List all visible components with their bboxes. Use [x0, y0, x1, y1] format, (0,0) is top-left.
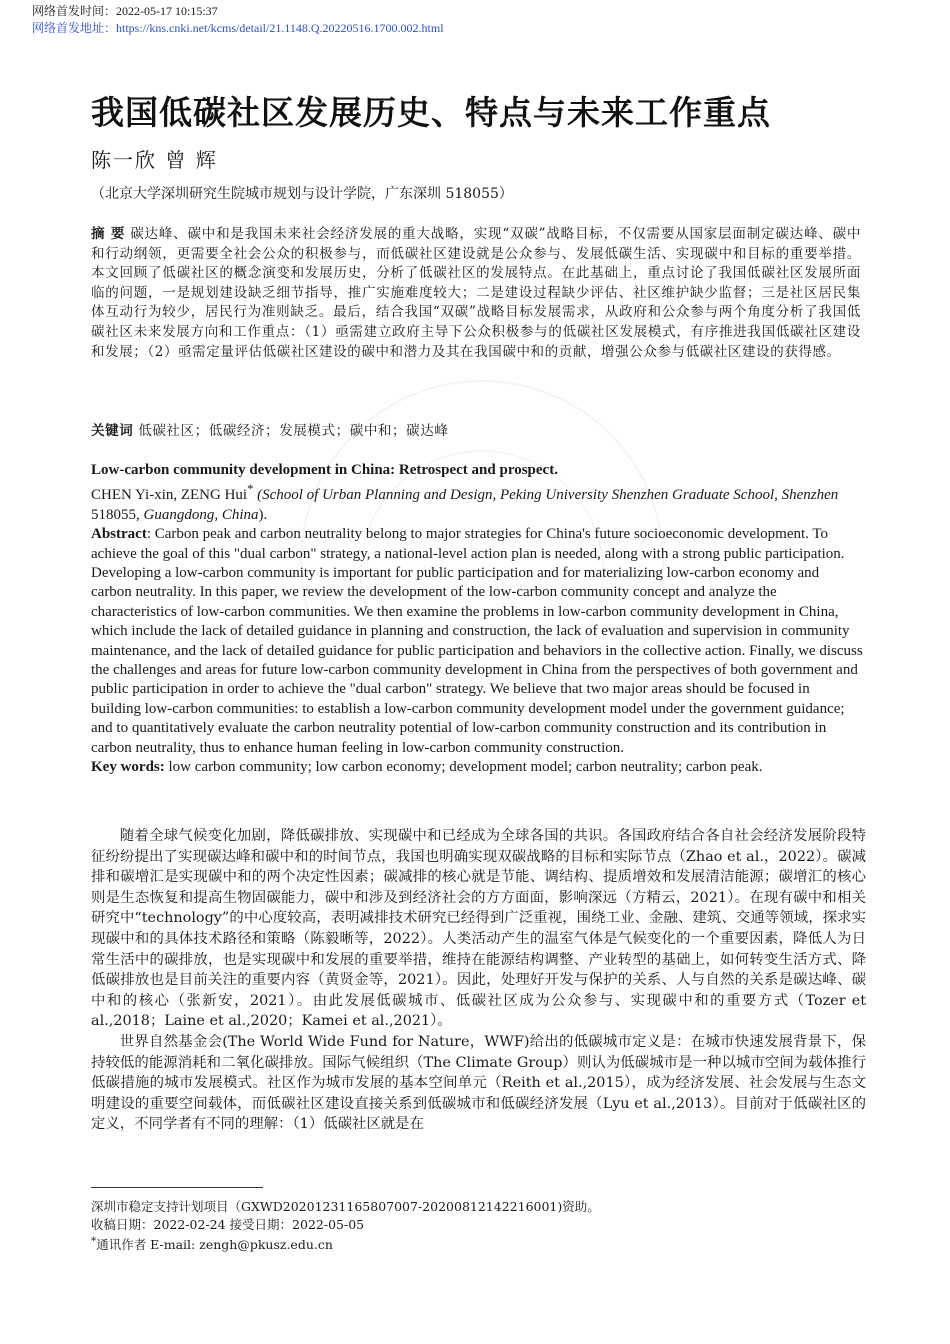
footnote-corresponding: [91, 1233, 600, 1254]
en-abstract-label: Abstract: [91, 526, 147, 543]
cn-keywords-label: 关键词: [91, 423, 134, 439]
online-address-label: 网络首发地址：: [32, 21, 117, 35]
en-keywords-text: low carbon community; low carbon economy; development model; carbon neutrality; carbon peak.: [164, 759, 763, 776]
online-url-link[interactable]: https://kns.cnki.net/kcms/detail/21.1148.Q.20220516.1700.002.html: [116, 21, 444, 35]
en-authors-affiliation: [91, 480, 863, 525]
body-paragraph-2: 世界自然基金会(The World Wide Fund for Nature，WWF)给出的低碳城市定义是：在城市快速发展背景下，保持较低的能源消耗和二氧化碳排放。国际气候组织（The Climate Group）则认为低碳城市是一种以城市空间为载体推行低碳措施的城市发展模式。社区作为城市发展的基本空间单元（Reith et al.,2015），成为经济发展、社会发展与生态文明建设的重要空间载体，而低碳社区建设直接关系到低碳城市和低碳经济发展（Lyu et al.,2013）。目前对于低碳社区的定义，不同学者有不同的理解：（1）低碳社区就是在: [91, 1033, 866, 1133]
online-address: [32, 20, 444, 37]
en-author-mark: *: [247, 482, 254, 497]
cn-keywords: [91, 421, 448, 441]
en-keywords-label: Key words:: [91, 759, 165, 776]
english-abstract-block: [91, 461, 863, 778]
en-authors: CHEN Yi-xin, ZENG Hui: [91, 487, 248, 504]
cn-abstract-label: 摘 要: [91, 226, 126, 242]
paper-title: 我国低碳社区发展历史、特点与未来工作重点: [91, 93, 771, 132]
online-time: 网络首发时间：2022-05-17 10:15:37: [32, 4, 218, 18]
footnote-funding: 深圳市稳定支持计划项目（GXWD20201231165807007-20200812142216001)资助。: [91, 1199, 600, 1214]
footnote-dates: 收稿日期：2022-02-24 接受日期：2022-05-05: [91, 1216, 365, 1232]
en-abstract: [91, 525, 863, 758]
affiliation: （北京大学深圳研究生院城市规划与设计学院，广东深圳 518055）: [91, 186, 513, 202]
en-keywords: [91, 758, 863, 777]
en-affiliation-end: ).: [258, 506, 268, 523]
body-text: [91, 826, 866, 1135]
footnote-divider: [91, 1187, 263, 1188]
en-abstract-text: : Carbon peak and carbon neutrality belong to major strategies for China's future socioeconomic development. To achieve the goal of this "dual carbon" strategy, a national-level action plan is needed, along with a strong public participation. Developing a low-carbon community is important for public participation and for materializing low-carbon economy and carbon neutrality. In this paper, we review the development of the low-carbon community concept and analyze the characteristics of low-carbon communities. We then examine the problems in low-carbon community development in China, which include the lack of detailed guidance in planning and construction, the lack of evaluation and supervision in community maintenance, and the lack of detailed guidance for public participation and behaviors in the collective action. Finally, we discuss the challenges and areas for future low-carbon community development in China from the perspectives of both government and public participation in order to achieve the "dual carbon" strategy. We believe that two major areas should be focused in building low-carbon communities: to establish a low-carbon community development model under the government guidance; and to quantitatively evaluate the carbon neutrality potential of low-carbon community construction and its contribution in carbon neutrality, thus to enhance human feeling in low-carbon community construction.: [91, 526, 863, 756]
en-affiliation-region: Guangdong, China: [143, 506, 259, 523]
authors: 陈一欣 曾 辉: [91, 148, 218, 172]
corresponding-author: 通讯作者 E-mail: zengh@pkusz.edu.cn: [96, 1237, 333, 1253]
footnotes: [91, 1198, 600, 1254]
en-affiliation-code: 518055,: [91, 506, 144, 523]
body-paragraph-1: 随着全球气候变化加剧，降低碳排放、实现碳中和已经成为全球各国的共识。各国政府结合各自社会经济发展阶段特征纷纷提出了实现碳达峰和碳中和的时间节点，我国也明确实现双碳战略的目标和实际节点（Zhao et al.，2022）。碳减排和碳增汇是实现碳中和的两个决定性因素；碳减排的核心就是节能、调结构、提质增效和发展清洁能源；碳增汇的核心则是生态恢复和提高生物固碳能力，碳中和涉及到经济社会的方方面面，影响深远（方精云，2021）。在现有碳中和相关研究中“technology”的中心度较高，表明减排技术研究已经得到广泛重视，围绕工业、金融、建筑、交通等领域，探求实现碳中和的具体技术路径和策略（陈毅晰等，2022）。人类活动产生的温室气体是气候变化的一个重要因素，降低人为日常生活中的碳排放，也是实现碳中和发展的重要举措，维持在能源结构调整、产业转型的基础上，如何转变生活方式、降低碳排放也是目前关注的重要内容（黄贤金等，2021）。因此，处理好开发与保护的关系、人与自然的关系是碳达峰、碳中和的核心（张新安，2021）。由此发展低碳城市、低碳社区成为公众参与、实现碳中和的重要方式（Tozer et al.,2018；Laine et al.,2020；Kamei et al.,2021）。: [91, 828, 866, 1030]
cn-keywords-text: 低碳社区；低碳经济；发展模式；碳中和；碳达峰: [138, 423, 449, 439]
cn-abstract: [91, 225, 861, 362]
cn-abstract-text: 碳达峰、碳中和是我国未来社会经济发展的重大战略，实现“双碳”战略目标，不仅需要从国家层面制定碳达峰、碳中和行动纲领，更需要全社会公众的积极参与，而低碳社区建设就是公众参与、发展低碳生活、实现碳中和目标的重要举措。本文回顾了低碳社区的概念演变和发展历史，分析了低碳社区的发展特点。在此基础上，重点讨论了我国低碳社区发展所面临的问题，一是规划建设缺乏细节指导，推广实施难度较大；二是建设过程缺少评估、社区维护缺少监督；三是社区居民集体互动行为较少，居民行为准则缺乏。最后，结合我国“双碳”战略目标发展需求，从政府和公众参与两个角度分析了我国低碳社区未来发展方向和工作重点：（1）亟需建立政府主导下公众积极参与的低碳社区发展模式，有序推进我国低碳社区建设和发展；（2）亟需定量评估低碳社区建设的碳中和潜力及其在我国碳中和的贡献，增强公众参与低碳社区建设的获得感。: [91, 226, 861, 360]
corresponding-mark: *: [91, 1235, 97, 1247]
en-title: Low-carbon community development in China: Retrospect and prospect.: [91, 462, 558, 478]
en-affiliation: (School of Urban Planning and Design, Peking University Shenzhen Graduate School, Shenzhen: [257, 487, 839, 504]
publication-info: [32, 3, 444, 37]
